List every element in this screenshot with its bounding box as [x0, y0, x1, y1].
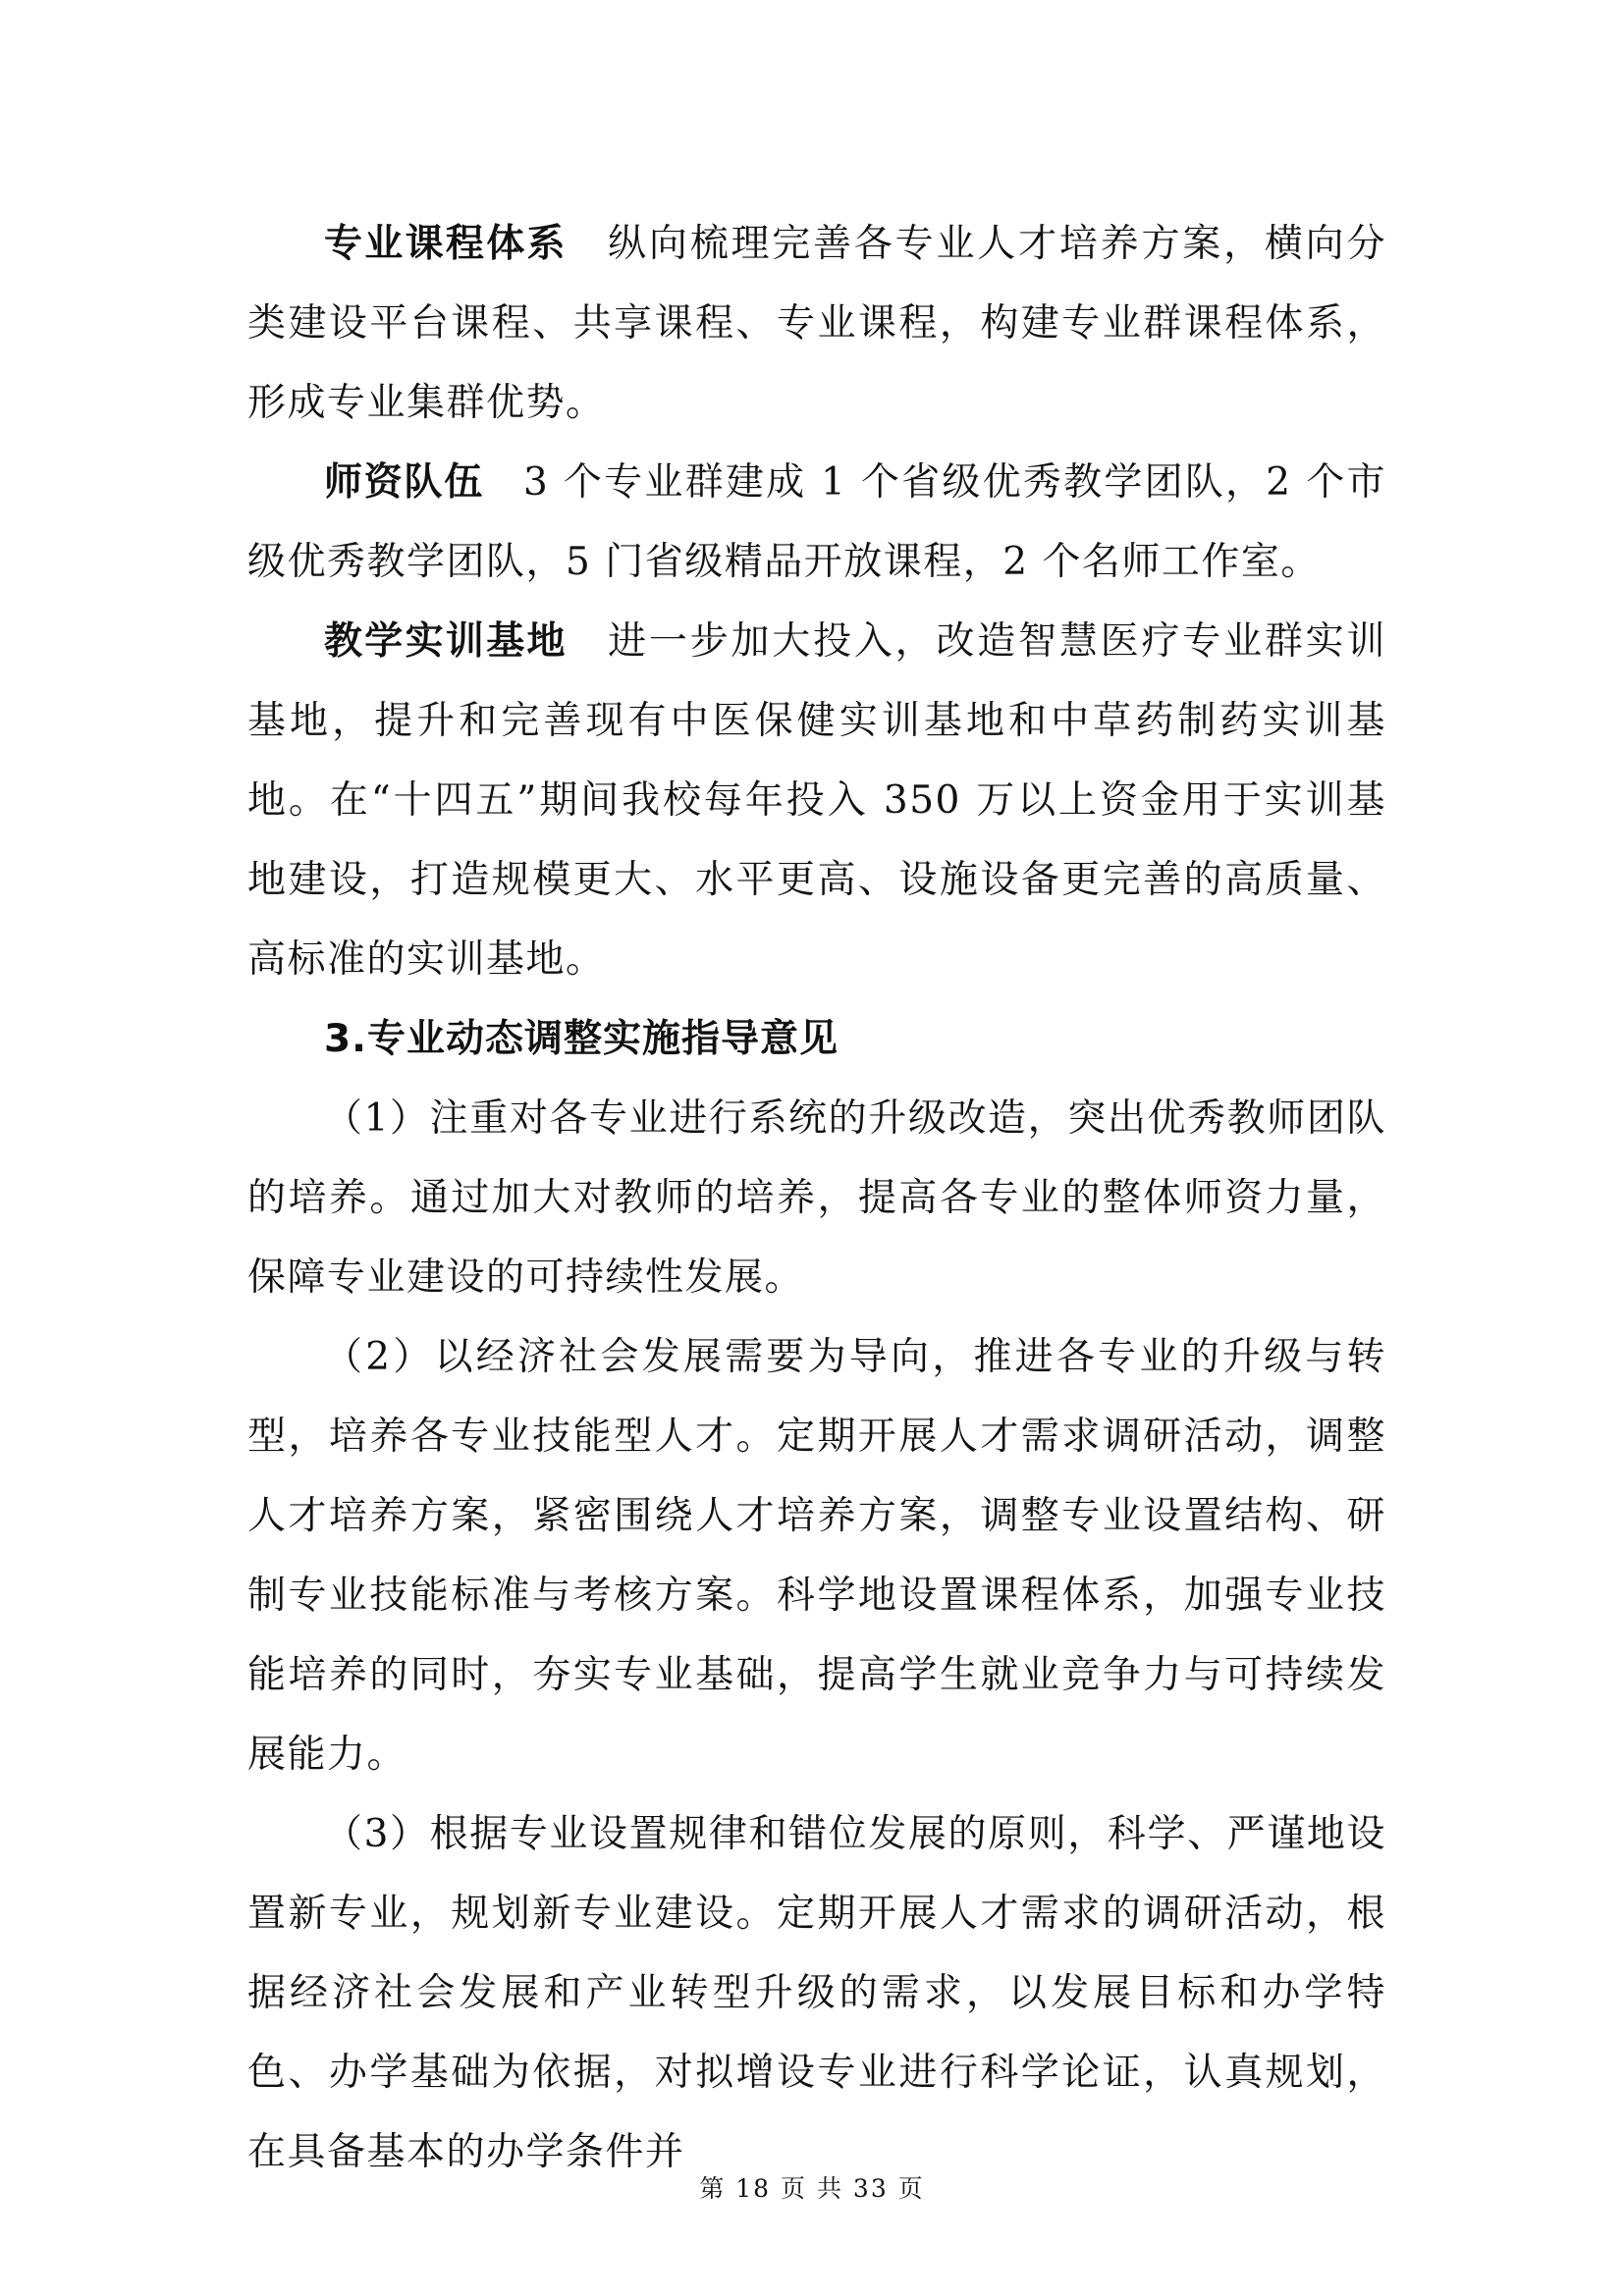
paragraph-text: 进一步加大投入，改造智慧医疗专业群实训基地，提升和完善现有中医保健实训基地和中草药制药实训基地。在“十四五”期间我校每年投入 350 万以上资金用于实训基地建设，打造规模更大、水平更高、设施设备更完善的高质量、高标准的实训基地。: [247, 619, 1386, 982]
paragraph-item-2: （2）以经济社会发展需要为导向，推进各专业的升级与转型，培养各专业技能型人才。定期开展人才需求调研活动，调整人才培养方案，紧密围绕人才培养方案，调整专业设置结构、研制专业技能标准与考核方案。科学地设置课程体系，加强专业技能培养的同时，夯实专业基础，提高学生就业竞争力与可持续发展能力。: [247, 1335, 1386, 1777]
paragraph-item-1: （1）注重对各专业进行系统的升级改造，突出优秀教师团队的培养。通过加大对教师的培养，提高各专业的整体师资力量，保障专业建设的可持续性发展。: [247, 1096, 1386, 1300]
section-heading: 3.专业动态调整实施指导意见: [324, 1017, 839, 1061]
paragraph-text: 纵向梳理完善各专业人才培养方案，横向分类建设平台课程、共享课程、专业课程，构建专业群课程体系，形成专业集群优势。: [247, 222, 1386, 425]
paragraph-lead-title: 师资队伍: [324, 460, 484, 505]
paragraph-lead-title: 专业课程体系: [324, 222, 568, 266]
paragraph-lead-title: 教学实训基地: [324, 619, 568, 664]
paragraph-faculty: [247, 443, 1386, 602]
page-body: [247, 204, 1386, 2192]
paragraph-training-base: [247, 602, 1386, 999]
paragraph-curriculum-system: [247, 204, 1386, 443]
page-footer: [0, 2169, 1624, 2205]
paragraph-text: 3 个专业群建成 1 个省级优秀教学团队，2 个市级优秀教学团队，5 门省级精品开放课程，2 个名师工作室。: [247, 460, 1386, 584]
paragraph-item-3: （3）根据专业设置规律和错位发展的原则，科学、严谨地设置新专业，规划新专业建设。定期开展人才需求的调研活动，根据经济社会发展和产业转型升级的需求，以发展目标和办学特色、办学基础为依据，对拟增设专业进行科学论证，认真规划，在具备基本的办学条件并: [247, 1812, 1386, 2174]
page-number-text: 第 18 页 共 33 页: [699, 2174, 925, 2203]
